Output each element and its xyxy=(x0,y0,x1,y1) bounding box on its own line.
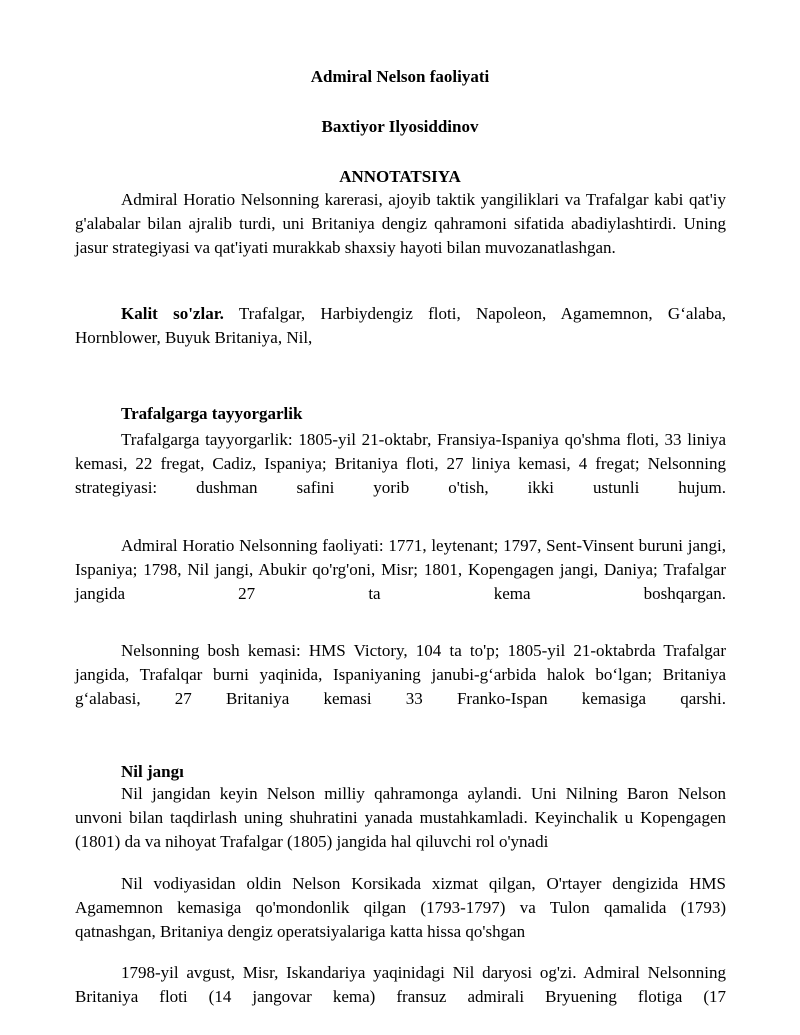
section-heading-trafalgar: Trafalgarga tayyorgarlik xyxy=(121,404,303,423)
trafalgar-paragraph-3: Nelsonning bosh kemasi: HMS Victory, 104 ta to'p; 1805-yil 21-oktabrda Trafalgar jangida, Trafalqar burni yaqinida, Ispaniyaning janubi-g‘arbida halok bo‘lgan; Britaniya g‘alabasi, 27 Britaniya kemasi 33 Franko-Ispan kemasiga qarshi. xyxy=(75,641,726,708)
nil-paragraph-1: Nil jangidan keyin Nelson milliy qahramonga aylandi. Uni Nilning Baron Nelson unvoni bilan taqdirlash uning shuhratini yanada mustahkamladi. Keyinchalik u Kopengagen (1801) da va nihoyat Trafalgar (1805) jangida hal qiluvchi rol o'ynadi xyxy=(75,784,726,851)
abstract-heading: ANNOTATSIYA xyxy=(339,167,461,186)
trafalgar-paragraph-2: Admiral Horatio Nelsonning faoliyati: 1771, leytenant; 1797, Sent-Vinsent buruni jangi, Ispaniya; 1798, Nil jangi, Abukir qo'rg'oni, Misr; 1801, Kopengagen jangi, Daniya; Trafalgar jangida 27 ta kema boshqargan. xyxy=(75,536,726,603)
nil-paragraph-2: Nil vodiyasidan oldin Nelson Korsikada xizmat qilgan, O'rtayer dengizida HMS Agamemnon kemasiga qo'mondonlik qilgan (1793-1797) va Tulon qamalida (1793) qatnashgan, Britaniya dengiz operatsiyalariga katta hissa qo'shgan xyxy=(75,874,726,941)
keywords-label: Kalit so'zlar. xyxy=(121,304,224,323)
abstract-paragraph: Admiral Horatio Nelsonning karerasi, ajoyib taktik yangiliklari va Trafalgar kabi qat'iy g'alabalar bilan ajralib turdi, uni Britaniya dengiz qahramoni sifatida abadiylashtirdi. Uning jasur strategiyasi va qat'iyati murakkab shaxsiy hayoti bilan muvozanatlashgan. xyxy=(75,190,726,257)
keywords-paragraph xyxy=(75,302,726,350)
trafalgar-paragraph-1: Trafalgarga tayyorgarlik: 1805-yil 21-oktabr, Fransiya-Ispaniya qo'shma floti, 33 liniya kemasi, 22 fregat, Cadiz, Ispaniya; Britaniya floti, 27 liniya kemasi, 4 fregat; Nelsonning strategiyasi: dushman safini yorib o'tish, ikki ustunli hujum. xyxy=(75,430,726,497)
keywords-list: Trafalgar, Harbiydengiz floti, Napoleon, Agamemnon, G‘alaba, Hornblower, Buyuk Britaniya, Nil, xyxy=(75,304,726,347)
document-title: Admiral Nelson faoliyati xyxy=(310,67,490,86)
nil-paragraph-3: 1798-yil avgust, Misr, Iskandariya yaqinidagi Nil daryosi og'zi. Admiral Nelsonning Britaniya floti (14 jangovar kema) fransuz admirali Bryuening flotiga (17 xyxy=(75,963,726,1006)
author-name: Baxtiyor Ilyosiddinov xyxy=(321,117,479,136)
section-heading-nil: Nil jangı xyxy=(121,762,184,781)
